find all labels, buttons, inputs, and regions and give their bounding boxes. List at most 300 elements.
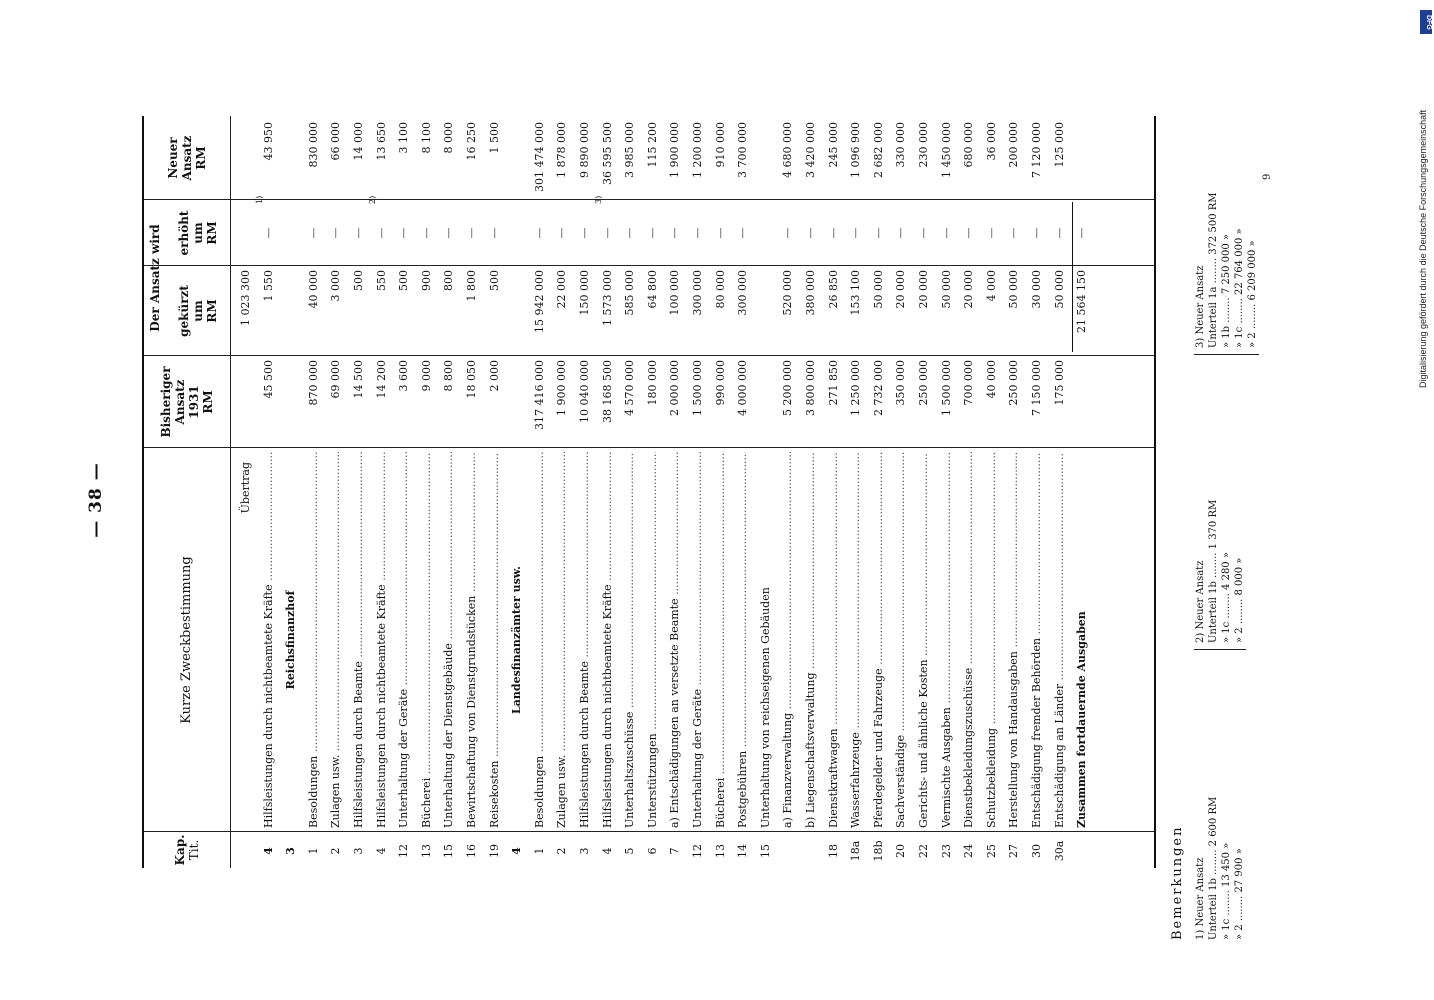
gekuerzt-um: 20 000 xyxy=(917,270,930,309)
gekuerzt-um: 4 000 xyxy=(984,270,998,302)
remark-line: » 1c ........ 13 450 » xyxy=(1221,842,1232,940)
tit-number: 13 xyxy=(713,844,727,858)
gekuerzt-um: 15 942 000 xyxy=(532,270,546,333)
tit-number: 12 xyxy=(397,844,411,858)
purpose-label: a) Finanzverwaltung ..... xyxy=(778,452,798,828)
tit-number: 27 xyxy=(1007,844,1021,858)
gekuerzt-um: 21 564 150 xyxy=(1075,270,1089,333)
dfg-side-note-text: Digitalisierung gefördert durch die Deutsche Forschungsgemeinschaft xyxy=(1418,109,1428,388)
budget-table xyxy=(142,116,1156,868)
header-neu-line: Neuer xyxy=(166,137,180,179)
table-row xyxy=(394,116,414,868)
tit-number: 15 xyxy=(758,844,772,858)
bisheriger-ansatz: 8 800 xyxy=(442,360,456,392)
bisheriger-ansatz: 3 800 000 xyxy=(804,360,817,416)
total-row xyxy=(1072,116,1092,868)
tit-number: 30a xyxy=(1052,840,1066,862)
dfg-logo: DFG xyxy=(1420,10,1432,34)
table-row xyxy=(326,116,346,868)
purpose-label: a) Entschädigungen an versetzte Beamte ..... xyxy=(665,452,685,828)
gekuerzt-um: 40 000 xyxy=(306,270,320,309)
table-row xyxy=(575,116,595,868)
table-row xyxy=(1027,116,1047,868)
table-row xyxy=(417,116,437,868)
erhoeht-um: — xyxy=(329,227,343,239)
purpose-label: Hilfsleistungen durch Beamte ..... xyxy=(575,452,595,828)
table-row xyxy=(349,116,369,868)
tit-number xyxy=(1072,834,1092,868)
table-row xyxy=(756,116,776,868)
remark-line: Unterteil 1b ........ 2 600 RM xyxy=(1208,796,1219,940)
erhoeht-um: — xyxy=(374,227,388,239)
table-row xyxy=(367,116,392,868)
neuer-ansatz: 680 000 xyxy=(962,122,976,168)
purpose-label: Besoldungen ..... xyxy=(530,452,550,828)
bisheriger-ansatz: 45 500 xyxy=(261,360,275,399)
purpose-label: Übertrag xyxy=(239,462,252,514)
remark-line: 1) Neuer Ansatz xyxy=(1195,857,1206,940)
tit-number: 20 xyxy=(894,844,908,858)
remark-line: » 1b ........ 7 250 000 » xyxy=(1221,233,1232,348)
erhoeht-um: — xyxy=(261,227,275,239)
gekuerzt-um: 500 xyxy=(352,270,365,291)
tit-number: 4 xyxy=(600,847,614,855)
gekuerzt-um: 50 000 xyxy=(1007,270,1021,309)
table-row xyxy=(824,116,844,868)
erhoeht-um: — xyxy=(1007,227,1021,239)
remark-line: » 2 ........ 6 209 000 » xyxy=(1247,240,1258,348)
remark-line: » 1c ........ 4 280 » xyxy=(1221,552,1232,643)
neuer-ansatz: 910 000 xyxy=(713,122,727,168)
gekuerzt-um: 500 xyxy=(397,270,411,291)
neuer-ansatz: 3 700 000 xyxy=(736,122,750,178)
erhoeht-um: — xyxy=(532,227,546,239)
gekuerzt-um: 22 000 xyxy=(555,270,569,309)
tit-number: 4 xyxy=(374,847,388,855)
neuer-ansatz: 16 250 xyxy=(465,122,478,161)
tit-number: 22 xyxy=(917,844,930,858)
header-bisher-line: Bisheriger xyxy=(159,366,173,438)
purpose-label: Hilfsleistungen durch nichtbeamtete Kräfte ..... xyxy=(598,452,618,828)
bisheriger-ansatz: 350 000 xyxy=(894,360,908,406)
neuer-ansatz: 1 878 000 xyxy=(555,122,569,178)
table-row xyxy=(593,116,618,868)
purpose-label: Zusammen fortdauernde Ausgaben xyxy=(1075,611,1089,828)
tit-number: 14 xyxy=(736,844,750,858)
erhoeht-um: — xyxy=(1052,227,1066,239)
table-row xyxy=(801,116,821,868)
bisheriger-ansatz: 271 850 xyxy=(826,360,840,406)
gekuerzt-um xyxy=(756,270,776,352)
section-row xyxy=(281,116,301,868)
bisheriger-ansatz: 10 040 000 xyxy=(578,360,591,423)
erhoeht-um: — xyxy=(306,227,320,239)
gekuerzt-um: 30 000 xyxy=(1030,270,1043,309)
erhoeht-um: — xyxy=(465,227,478,239)
bisheriger-ansatz: 1 900 000 xyxy=(555,360,569,416)
tit-number xyxy=(778,834,798,868)
gekuerzt-um: 153 100 xyxy=(849,270,863,316)
gekuerzt-um: 26 850 xyxy=(826,270,840,309)
erhoeht-um: — xyxy=(871,227,885,239)
gekuerzt-um: 1 573 000 xyxy=(600,270,614,326)
bisheriger-ansatz xyxy=(236,360,256,444)
neuer-ansatz: 830 000 xyxy=(306,122,320,168)
erhoeht-um: — xyxy=(419,227,433,239)
bisheriger-ansatz: 317 416 000 xyxy=(532,360,546,430)
header-neu-line: RM xyxy=(194,146,208,170)
gekuerzt-um: 800 xyxy=(442,270,456,291)
table-row xyxy=(1050,116,1070,868)
tit-number: 3 xyxy=(578,847,591,855)
purpose-label: b) Liegenschaftsverwaltung ..... xyxy=(801,452,821,828)
purpose-label: Hilfsleistungen durch nichtbeamtete Kräfte ..... xyxy=(372,452,392,828)
remarks xyxy=(1170,80,1273,940)
tit-number: 6 xyxy=(645,847,659,855)
table-row xyxy=(665,116,685,868)
gekuerzt-um: 150 000 xyxy=(578,270,591,316)
remark-line: 3) Neuer Ansatz xyxy=(1195,265,1206,348)
header-erhoeht-line: RM xyxy=(205,221,219,245)
neuer-ansatz: 13 650 xyxy=(374,122,388,161)
table-row xyxy=(711,116,731,868)
neuer-ansatz: 230 000 xyxy=(917,122,930,168)
header-tit: Tit. xyxy=(187,839,201,861)
bisheriger-ansatz: 2 000 xyxy=(487,360,501,392)
neuer-ansatz: 8 000 xyxy=(442,122,456,154)
header-zweck xyxy=(144,448,230,832)
kap-number: 4 xyxy=(510,847,524,855)
purpose-label: Gerichts- und ähnliche Kosten ..... xyxy=(914,452,934,828)
remark-2 xyxy=(1194,363,1246,650)
erhoeht-um: — xyxy=(713,227,727,239)
gekuerzt-um: 380 000 xyxy=(804,270,817,316)
erhoeht-um xyxy=(236,204,256,262)
gekuerzt-um: 64 800 xyxy=(645,270,659,309)
erhoeht-um xyxy=(756,204,776,262)
bisheriger-ansatz: 990 000 xyxy=(713,360,727,406)
purpose-label: Vermischte Ausgaben ..... xyxy=(937,452,957,828)
remarks-title: Bemerkungen xyxy=(1170,825,1185,940)
header-bisher-line: 1931 xyxy=(187,385,201,419)
neuer-ansatz: 1 450 000 xyxy=(939,122,953,178)
table-row xyxy=(937,116,957,868)
bisheriger-ansatz: 2 000 000 xyxy=(668,360,682,416)
header-zweck-label: Kurze Zweckbestimmung xyxy=(179,556,194,724)
purpose-label: Sachverständige ..... xyxy=(891,452,911,828)
table-row xyxy=(778,116,798,868)
erhoeht-um: — xyxy=(623,227,637,239)
neuer-ansatz: 245 000 xyxy=(826,122,840,168)
tit-number: 1 xyxy=(532,847,546,855)
remark-line: Unterteil 1b ........ 1 370 RM xyxy=(1208,499,1219,643)
header-neu-line: Ansatz xyxy=(180,135,194,181)
gekuerzt-um: 900 xyxy=(419,270,433,291)
neuer-ansatz: 1 096 900 xyxy=(849,122,863,178)
gekuerzt-um: 80 000 xyxy=(713,270,727,309)
bisheriger-ansatz: 18 050 xyxy=(465,360,478,399)
erhoeht-um: — xyxy=(804,227,817,239)
header-gekuerzt-line: gekürzt xyxy=(177,285,191,337)
neuer-ansatz: 125 000 xyxy=(1052,122,1066,168)
neuer-ansatz: 2 682 000 xyxy=(871,122,885,178)
table-row xyxy=(959,116,979,868)
header-bisher xyxy=(144,356,230,448)
tit-number: 24 xyxy=(962,844,976,858)
neuer-ansatz: 301 474 000 xyxy=(532,122,546,192)
tit-number: 15 xyxy=(442,844,456,858)
tit-number: 30 xyxy=(1030,844,1043,858)
bisheriger-ansatz: 7 150 000 xyxy=(1030,360,1043,416)
bisheriger-ansatz: 2 732 000 xyxy=(871,360,885,416)
erhoeht-um: — xyxy=(600,227,614,239)
bisheriger-ansatz: 870 000 xyxy=(306,360,320,406)
purpose-label: Unterhaltung von reichseigenen Gebäuden xyxy=(758,587,772,828)
remark-line: » 2 ........ 8 000 » xyxy=(1234,557,1245,643)
bisheriger-ansatz: 700 000 xyxy=(962,360,976,406)
gekuerzt-um: 550 xyxy=(374,270,388,291)
purpose-label: Besoldungen ..... xyxy=(304,452,324,828)
footnote-marker: 2) xyxy=(367,195,377,204)
remark-line: » 1c ........ 22 764 000 » xyxy=(1234,228,1245,348)
bisheriger-ansatz xyxy=(756,360,776,444)
remark-line: Unterteil 1a ........ 372 500 RM xyxy=(1208,192,1219,348)
erhoeht-um: — xyxy=(645,227,659,239)
header-ansatz-wird xyxy=(144,200,166,356)
tit-number: 18 xyxy=(826,844,840,858)
tit-number: 5 xyxy=(623,847,637,855)
section-title: Reichsfinanzhof xyxy=(284,590,298,690)
table-row xyxy=(643,116,663,868)
bisheriger-ansatz: 38 168 500 xyxy=(600,360,614,423)
purpose-label: Bücherei ..... xyxy=(711,452,731,828)
remark-3 xyxy=(1194,68,1259,355)
neuer-ansatz: 36 595 500 xyxy=(600,122,614,185)
header-bisher-line: RM xyxy=(201,390,215,414)
table-row xyxy=(620,116,640,868)
header-erhoeht-line: um xyxy=(191,222,205,244)
bisheriger-ansatz: 9 000 xyxy=(419,360,433,392)
sum-rule xyxy=(1072,202,1073,352)
page-number: — 38 — xyxy=(86,462,106,538)
gekuerzt-um: 1 800 xyxy=(465,270,478,302)
bisheriger-ansatz: 3 600 xyxy=(397,360,411,392)
table-row xyxy=(846,116,866,868)
erhoeht-um: — xyxy=(826,227,840,239)
neuer-ansatz: 3 420 000 xyxy=(804,122,817,178)
tit-number: 19 xyxy=(487,844,501,858)
dfg-side-note xyxy=(1418,8,1434,388)
tit-number: 25 xyxy=(984,844,998,858)
gekuerzt-um: 1 550 xyxy=(261,270,275,302)
neuer-ansatz: 200 000 xyxy=(1007,122,1021,168)
tit-number xyxy=(236,834,256,868)
table-row xyxy=(1004,116,1024,868)
purpose-label: Entschädigung fremder Behörden ..... xyxy=(1027,452,1047,828)
table-row xyxy=(552,116,572,868)
purpose-label: Wasserfahrzeuge ..... xyxy=(846,452,866,828)
erhoeht-um: — xyxy=(917,227,930,239)
header-erhoeht xyxy=(166,200,230,266)
neuer-ansatz: 1 900 000 xyxy=(668,122,682,178)
table-row xyxy=(891,116,911,868)
erhoeht-um: — xyxy=(984,227,998,239)
gekuerzt-um: 520 000 xyxy=(781,270,795,316)
header-gekuerzt-line: um xyxy=(191,300,205,322)
purpose-label: Bewirtschaftung von Dienstgrundstücken ..... xyxy=(462,452,482,828)
purpose-label: Entschädigung an Länder ..... xyxy=(1050,452,1070,828)
gekuerzt-um: 300 000 xyxy=(691,270,704,316)
purpose-label: Dienstbekleidungszuschüsse ..... xyxy=(959,452,979,828)
table-row xyxy=(869,116,889,868)
erhoeht-um: — xyxy=(939,227,953,239)
kap-number: 4 xyxy=(261,847,275,855)
neuer-ansatz: 66 000 xyxy=(329,122,343,161)
bisheriger-ansatz: 1 500 000 xyxy=(939,360,953,416)
erhoeht-um: — xyxy=(736,227,750,239)
remark-line: » 2 ........ 27 900 » xyxy=(1234,848,1245,940)
purpose-label: Herstellung von Handausgaben ..... xyxy=(1004,452,1024,828)
gekuerzt-um: 50 000 xyxy=(1052,270,1066,309)
erhoeht-um: — xyxy=(691,227,704,239)
neuer-ansatz: 1 200 000 xyxy=(691,122,704,178)
gekuerzt-um: 300 000 xyxy=(736,270,750,316)
sheet-mark: 9 xyxy=(1262,173,1273,180)
tit-number: 2 xyxy=(329,847,343,855)
header-bisher-line: Ansatz xyxy=(173,379,187,425)
neuer-ansatz: 8 100 xyxy=(419,122,433,154)
purpose-label: Unterhaltung der Geräte ..... xyxy=(688,452,708,828)
erhoeht-um: — xyxy=(962,227,976,239)
neuer-ansatz: 9 890 000 xyxy=(578,122,591,178)
tit-number: 18b xyxy=(871,840,885,862)
table-row xyxy=(530,116,550,868)
purpose-label: Unterhaltszuschüsse ..... xyxy=(620,452,640,828)
erhoeht-um: — xyxy=(352,227,365,239)
erhoeht-um: — xyxy=(487,227,501,239)
bisheriger-ansatz: 180 000 xyxy=(645,360,659,406)
bisheriger-ansatz: 250 000 xyxy=(1007,360,1021,406)
tit-number: 7 xyxy=(668,847,682,855)
gekuerzt-um: 20 000 xyxy=(962,270,976,309)
tit-number: 13 xyxy=(419,844,433,858)
erhoeht-um: — xyxy=(578,227,591,239)
purpose-label: Unterhaltung der Geräte ..... xyxy=(394,452,414,828)
table-row xyxy=(462,116,482,868)
tit-number: 23 xyxy=(939,844,953,858)
purpose-label: Bücherei ..... xyxy=(417,452,437,828)
neuer-ansatz: 1 500 xyxy=(487,122,501,154)
purpose-label: Hilfsleistungen durch nichtbeamtete Kräfte ..... xyxy=(259,452,279,828)
neuer-ansatz: 7 120 000 xyxy=(1030,122,1043,178)
erhoeht-um: — xyxy=(555,227,569,239)
erhoeht-um: — xyxy=(1030,227,1043,239)
table-row xyxy=(485,116,505,868)
erhoeht-um: — xyxy=(894,227,908,239)
header-neu xyxy=(144,116,230,200)
purpose-label: Reisekosten ..... xyxy=(485,452,505,828)
header-ansatz-wird-label: Der Ansatz wird xyxy=(148,224,162,332)
purpose-label: Unterstützungen ..... xyxy=(643,452,663,828)
footnote-marker: 1) xyxy=(254,195,264,204)
erhoeht-um: — xyxy=(849,227,863,239)
gekuerzt-um: 100 000 xyxy=(668,270,682,316)
tit-number: 18a xyxy=(849,840,863,862)
header-gekuerzt-line: RM xyxy=(205,299,219,323)
bisheriger-ansatz: 4 000 000 xyxy=(736,360,750,416)
table-row xyxy=(236,116,256,868)
neuer-ansatz xyxy=(756,122,776,196)
bisheriger-ansatz: 5 200 000 xyxy=(781,360,795,416)
bisheriger-ansatz: 4 570 000 xyxy=(623,360,637,416)
neuer-ansatz: 3 100 xyxy=(397,122,411,154)
table-row xyxy=(733,116,753,868)
table-row xyxy=(688,116,708,868)
table-row xyxy=(914,116,934,868)
purpose-label: Hilfsleistungen durch Beamte ..... xyxy=(349,452,369,828)
gekuerzt-um: 20 000 xyxy=(894,270,908,309)
bisheriger-ansatz: 40 000 xyxy=(984,360,998,399)
gekuerzt-um: 50 000 xyxy=(939,270,953,309)
bisheriger-ansatz: 175 000 xyxy=(1052,360,1066,406)
table-row xyxy=(304,116,324,868)
tit-number: 1 xyxy=(306,847,320,855)
neuer-ansatz: 4 680 000 xyxy=(781,122,795,178)
purpose-label: Zulagen usw. ..... xyxy=(552,452,572,828)
purpose-label: Postgebühren ..... xyxy=(733,452,753,828)
header-kap: Kap. xyxy=(173,834,187,866)
bisheriger-ansatz: 1 250 000 xyxy=(849,360,863,416)
gekuerzt-um: 50 000 xyxy=(871,270,885,309)
purpose-label: Dienstkraftwagen ..... xyxy=(824,452,844,828)
gekuerzt-um: 585 000 xyxy=(623,270,637,316)
table-row xyxy=(254,116,279,868)
erhoeht-um: — xyxy=(668,227,682,239)
header-erhoeht-line: erhöht xyxy=(177,210,191,256)
erhoeht-um: — xyxy=(397,227,411,239)
remark-line: 2) Neuer Ansatz xyxy=(1195,560,1206,643)
bisheriger-ansatz: 14 500 xyxy=(352,360,365,399)
kap-number: 3 xyxy=(284,847,298,855)
section-title: Landesfinanzämter usw. xyxy=(510,566,524,714)
header-kap-tit xyxy=(144,832,230,868)
remark-1 xyxy=(1194,660,1246,940)
gekuerzt-um: 1 023 300 xyxy=(239,270,252,326)
neuer-ansatz xyxy=(1072,122,1092,196)
erhoeht-um: — xyxy=(1075,227,1089,239)
footnote-marker: 3) xyxy=(593,195,603,204)
neuer-ansatz: 3 985 000 xyxy=(623,122,637,178)
bisheriger-ansatz: 14 200 xyxy=(374,360,388,399)
bisheriger-ansatz: 250 000 xyxy=(917,360,930,406)
purpose-label: Unterhaltung der Dienstgebäude ..... xyxy=(439,452,459,828)
purpose-label: Pferdegelder und Fahrzeuge ..... xyxy=(869,452,889,828)
header-rule xyxy=(230,116,231,868)
table-row xyxy=(982,116,1002,868)
erhoeht-um: — xyxy=(442,227,456,239)
neuer-ansatz xyxy=(236,122,256,196)
section-row xyxy=(507,116,527,868)
gekuerzt-um: 3 000 xyxy=(329,270,343,302)
neuer-ansatz: 36 000 xyxy=(984,122,998,161)
erhoeht-um: — xyxy=(781,227,795,239)
tit-number xyxy=(801,834,821,868)
bisheriger-ansatz: 69 000 xyxy=(329,360,343,399)
tit-number: 12 xyxy=(691,844,704,858)
gekuerzt-um: 500 xyxy=(487,270,501,291)
neuer-ansatz: 115 200 xyxy=(645,122,659,168)
neuer-ansatz: 14 000 xyxy=(352,122,365,161)
